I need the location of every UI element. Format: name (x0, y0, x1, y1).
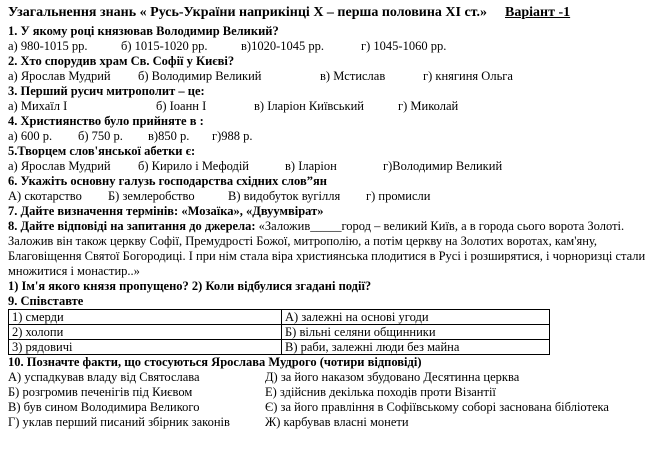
question-6-options (8, 189, 650, 204)
option: г) княгиня Ольга (423, 69, 513, 83)
option: б) Іоанн І (156, 99, 207, 113)
question-10: 10. Позначте факти, що стосуються Ярослава Мудрого (чотири відповіді) (8, 355, 422, 369)
option: А) скотарство (8, 189, 82, 203)
table-cell: А) залежні на основі угоди (282, 310, 550, 325)
option: Ж) карбував власні монети (265, 415, 409, 429)
worksheet-title: Узагальнення знань « Русь-України наприкінці Х – перша половина ХІ ст.» (8, 5, 487, 20)
question-4: 4. Християнство було прийняте в : (8, 114, 204, 128)
question-8-subquestions: 1) Ім'я якого князя пропущено? 2) Коли відбулися згадані події? (8, 279, 372, 293)
option: Г) уклав перший писаний збірник законів (8, 415, 230, 429)
question-8 (8, 219, 650, 279)
table-cell: Б) вільні селяни общинники (282, 325, 550, 340)
option: а) Ярослав Мудрий (8, 159, 111, 173)
variant-label: Варіант -1 (505, 5, 571, 20)
question-3-options (8, 99, 650, 114)
source-quote: «Заложив_____город – великий Київ, а в города сього ворота Золоті. Заложив він також церкву Софії, Премудрості Божої, митрополію, а потім церкву на Золотих воротах, кам'яну, Благовіщення Святої Богородиці. І при нім стала віра християнська плодитися в Русі і розширятися, і чорноризці стали множитися і монастир..» (8, 219, 646, 278)
option: а) Ярослав Мудрий (8, 69, 111, 83)
table-cell: 1) смерди (9, 310, 282, 325)
option: в)1020-1045 рр. (241, 39, 324, 53)
table-row (9, 325, 550, 340)
question-5: 5.Творцем слов'янської абетки є: (8, 144, 196, 158)
table-row (9, 340, 550, 355)
option: А) успадкував владу від Святослава (8, 370, 200, 384)
table-cell: 2) холопи (9, 325, 282, 340)
matching-table (8, 309, 550, 355)
option: В) був сином Володимира Великого (8, 400, 200, 414)
table-row (9, 310, 550, 325)
option: в) Іларіон Київський (254, 99, 364, 113)
option: Є) за його правління в Софіївському соборі заснована бібліотека (265, 400, 609, 414)
option: г) промисли (366, 189, 431, 203)
question-10-options (8, 370, 650, 430)
question-5-options (8, 159, 650, 174)
option: г)988 р. (212, 129, 253, 143)
option: Б) розгромив печенігів під Києвом (8, 385, 193, 399)
option: Б) землеробство (108, 189, 195, 203)
option: а) 600 р. (8, 129, 53, 143)
option: в)850 р. (148, 129, 190, 143)
question-6: 6. Укажіть основну галузь господарства східних слов”ян (8, 174, 327, 188)
question-3: 3. Перший русич митрополит – це: (8, 84, 205, 98)
question-4-options (8, 129, 650, 144)
option: а) 980-1015 рр. (8, 39, 88, 53)
option: в) Мстислав (320, 69, 386, 83)
option: В) видобуток вугілля (228, 189, 341, 203)
option: Д) за його наказом збудовано Десятинна церква (265, 370, 520, 384)
option: г) Миколай (398, 99, 459, 113)
table-cell: 3) рядовичі (9, 340, 282, 355)
option: г) 1045-1060 рр. (361, 39, 447, 53)
question-2: 2. Хто спорудив храм Св. Софії у Києві? (8, 54, 235, 68)
option: б) 750 р. (78, 129, 123, 143)
question-1: 1. У якому році князював Володимир Великий? (8, 24, 279, 38)
option: в) Іларіон (285, 159, 337, 173)
header (8, 4, 650, 24)
question-2-options (8, 69, 650, 84)
option: Е) здійснив декілька походів проти Візантії (265, 385, 496, 399)
question-9: 9. Співставте (8, 294, 84, 308)
option: г)Володимир Великий (383, 159, 503, 173)
option: а) Михаїл І (8, 99, 68, 113)
question-8-prompt: 8. Дайте відповіді на запитання до джерела: (8, 219, 259, 233)
option: б) Володимир Великий (138, 69, 262, 83)
option: б) Кирило і Мефодій (138, 159, 249, 173)
question-1-options (8, 39, 650, 54)
table-cell: В) раби, залежні люди без майна (282, 340, 550, 355)
option: б) 1015-1020 рр. (121, 39, 208, 53)
question-7: 7. Дайте визначення термінів: «Мозаїка», «Двуумвірат» (8, 204, 324, 218)
